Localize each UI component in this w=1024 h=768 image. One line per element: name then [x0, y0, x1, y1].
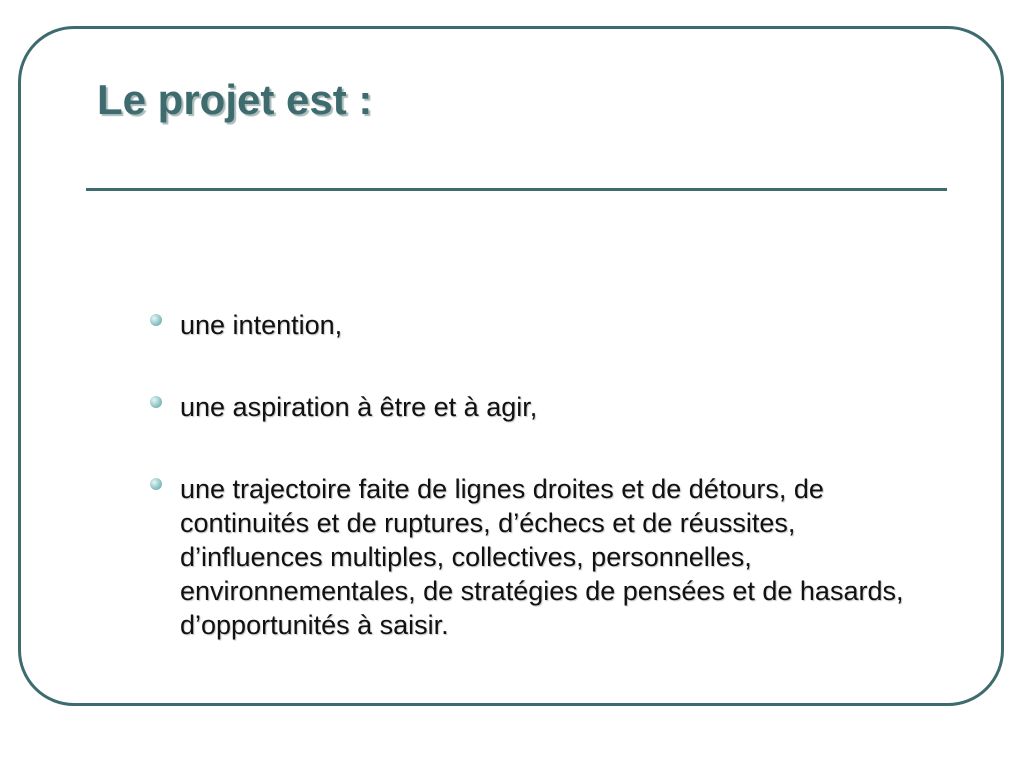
list-item [148, 308, 938, 342]
bullet-text: une aspiration à être et à agir, [180, 392, 538, 422]
bullet-text: une intention, [180, 310, 343, 340]
list-item [148, 472, 938, 642]
title-divider [86, 188, 947, 191]
bullet-dot-icon [150, 478, 162, 490]
slide-title: Le projet est : [97, 76, 373, 123]
bullet-dot-icon [150, 396, 162, 408]
bullet-list [148, 308, 938, 642]
bullet-dot-icon [150, 314, 162, 326]
list-item [148, 390, 938, 424]
bullet-text: une trajectoire faite de lignes droites et de détours, de continuités et de ruptures, d’échecs et de réussites, d’influences multiples, collectives, personnelles, environnementales, de stratégies de pensées et de hasards, d’opportunités à saisir. [180, 474, 904, 640]
